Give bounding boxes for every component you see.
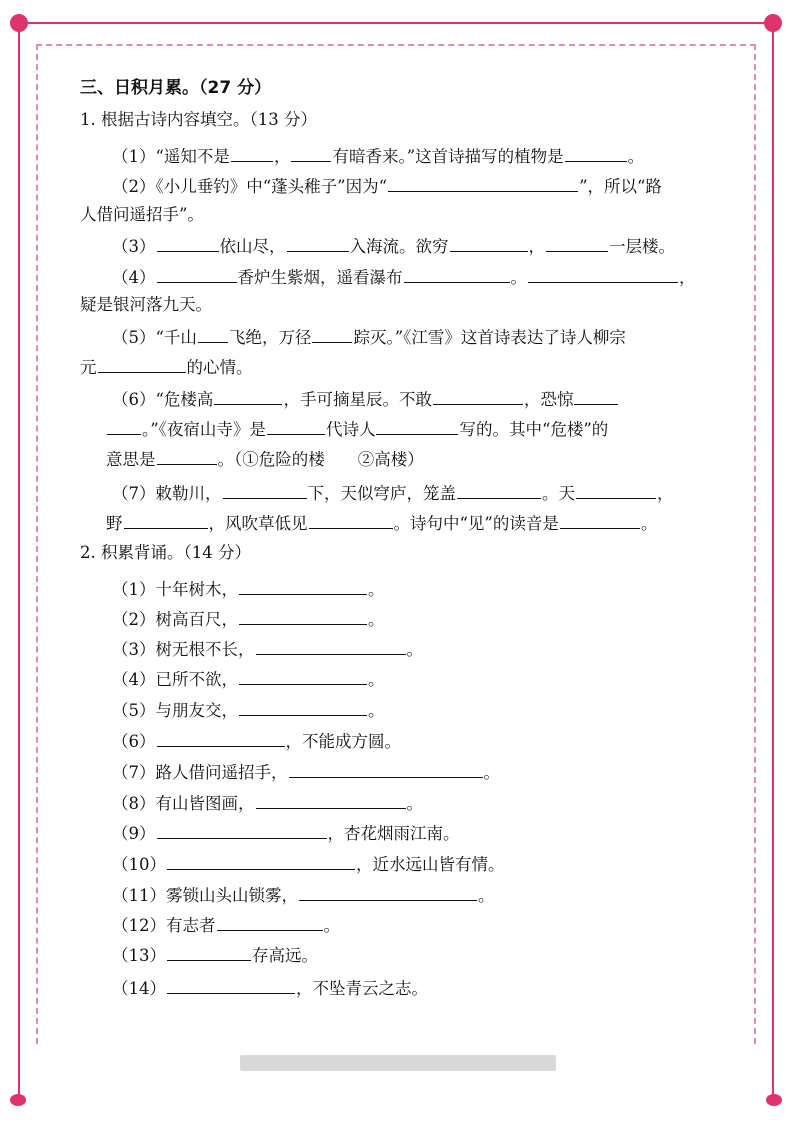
fill-blank[interactable] bbox=[198, 324, 228, 343]
fill-blank[interactable] bbox=[312, 324, 352, 343]
q2-item: （14） ，不坠青云之志。 bbox=[112, 975, 428, 1001]
q2-item: （6） ，不能成方圆。 bbox=[112, 728, 401, 754]
q2-item: （7）路人借问遥招手， 。 bbox=[112, 759, 500, 785]
fill-blank[interactable] bbox=[376, 416, 458, 435]
q1-item-7: （7）敕勒川， 下，天似穹庐，笼盖 。天 ， bbox=[112, 480, 674, 506]
fill-blank[interactable] bbox=[124, 510, 208, 529]
blurred-footer bbox=[240, 1055, 556, 1071]
section-title: 三、日积月累。（27 分） bbox=[80, 78, 272, 98]
fill-blank[interactable] bbox=[223, 480, 307, 499]
fill-blank[interactable] bbox=[309, 510, 393, 529]
q2-item: （2）树高百尺， 。 bbox=[112, 606, 385, 632]
fill-blank[interactable] bbox=[560, 510, 640, 529]
fill-blank[interactable] bbox=[450, 233, 528, 252]
fill-blank[interactable] bbox=[546, 233, 608, 252]
fill-blank[interactable] bbox=[157, 233, 219, 252]
fill-blank[interactable] bbox=[287, 233, 349, 252]
fill-blank[interactable] bbox=[239, 606, 367, 625]
fill-blank[interactable] bbox=[457, 480, 541, 499]
q1-item-4-cont: 疑是银河落九天。 bbox=[80, 295, 212, 314]
q2-item: （12）有志者 。 bbox=[112, 912, 340, 938]
q2-item: （9） ，杏花烟雨江南。 bbox=[112, 820, 460, 846]
frame-corner-dot bbox=[10, 1094, 26, 1106]
fill-blank[interactable] bbox=[217, 912, 323, 931]
q1-item-2: （2）《小儿垂钓》中“蓬头稚子”因为“ ”，所以“路 bbox=[112, 173, 662, 199]
fill-blank[interactable] bbox=[433, 386, 523, 405]
fill-blank[interactable] bbox=[239, 576, 367, 595]
fill-blank[interactable] bbox=[98, 354, 186, 373]
q1-item-6: （6）“危楼高 ，手可摘星辰。不敢 ，恐惊 bbox=[112, 386, 619, 412]
q2-item: （11）雾锁山头山锁雾， 。 bbox=[112, 882, 495, 908]
fill-blank[interactable] bbox=[239, 697, 367, 716]
fill-blank[interactable] bbox=[404, 264, 510, 283]
q2-item: （3）树无根不长， 。 bbox=[112, 636, 423, 662]
fill-blank[interactable] bbox=[107, 416, 141, 435]
fill-blank[interactable] bbox=[214, 386, 282, 405]
frame-corner-dot bbox=[764, 14, 782, 32]
fill-blank[interactable] bbox=[574, 386, 618, 405]
q2-item: （4）已所不欲， 。 bbox=[112, 666, 385, 692]
fill-blank[interactable] bbox=[565, 143, 627, 162]
fill-blank[interactable] bbox=[289, 759, 483, 778]
q2-item: （5）与朋友交， 。 bbox=[112, 697, 385, 723]
fill-blank[interactable] bbox=[256, 636, 406, 655]
fill-blank[interactable] bbox=[291, 143, 331, 162]
frame-corner-dot bbox=[10, 14, 28, 32]
fill-blank[interactable] bbox=[231, 143, 273, 162]
fill-blank[interactable] bbox=[157, 820, 327, 839]
question-1-title: 1. 根据古诗内容填空。（13 分） bbox=[80, 110, 317, 129]
fill-blank[interactable] bbox=[299, 882, 477, 901]
q1-item-6-cont2: 意思是 。（①危险的楼 ②高楼） bbox=[106, 446, 424, 472]
q1-item-5: （5）“千山 飞绝，万径 踪灭。”《江雪》这首诗表达了诗人柳宗 bbox=[112, 324, 626, 350]
fill-blank[interactable] bbox=[388, 173, 578, 192]
frame-left-line bbox=[18, 22, 20, 1102]
fill-blank[interactable] bbox=[256, 790, 406, 809]
q2-item: （1）十年树木， 。 bbox=[112, 576, 385, 602]
fill-blank[interactable] bbox=[576, 480, 656, 499]
q1-item-5-cont: 元 的心情。 bbox=[80, 354, 253, 380]
q2-item: （8）有山皆图画， 。 bbox=[112, 790, 423, 816]
frame-right-line bbox=[772, 22, 774, 1102]
q1-item-7-cont: 野 ，风吹草低见 。诗句中“见”的读音是 。 bbox=[106, 510, 657, 536]
q2-item: （13） 存高远。 bbox=[112, 942, 318, 968]
fill-blank[interactable] bbox=[239, 666, 367, 685]
frame-corner-dot bbox=[766, 1094, 782, 1106]
q2-item: （10） ，近水远山皆有情。 bbox=[112, 851, 505, 877]
fill-blank[interactable] bbox=[528, 264, 678, 283]
q1-item-4: （4） 香炉生紫烟，遥看瀑布 。 ， bbox=[112, 264, 696, 290]
fill-blank[interactable] bbox=[167, 851, 355, 870]
q1-item-3: （3） 依山尽， 入海流。欲穷 ， 一层楼。 bbox=[112, 233, 675, 259]
fill-blank[interactable] bbox=[157, 264, 237, 283]
question-2-title: 2. 积累背诵。（14 分） bbox=[80, 543, 251, 562]
q1-item-6-cont: 。”《夜宿山寺》是 代诗人 写的。其中“危楼”的 bbox=[106, 416, 608, 442]
q1-item-2-cont: 人借问遥招手”。 bbox=[80, 205, 204, 224]
fill-blank[interactable] bbox=[157, 728, 285, 747]
fill-blank[interactable] bbox=[167, 975, 295, 994]
fill-blank[interactable] bbox=[157, 446, 217, 465]
frame-top-line bbox=[18, 22, 774, 24]
q1-item-1: （1）“遥知不是 ， 有暗香来。”这首诗描写的植物是 。 bbox=[112, 143, 644, 169]
fill-blank[interactable] bbox=[267, 416, 325, 435]
fill-blank[interactable] bbox=[167, 942, 251, 961]
